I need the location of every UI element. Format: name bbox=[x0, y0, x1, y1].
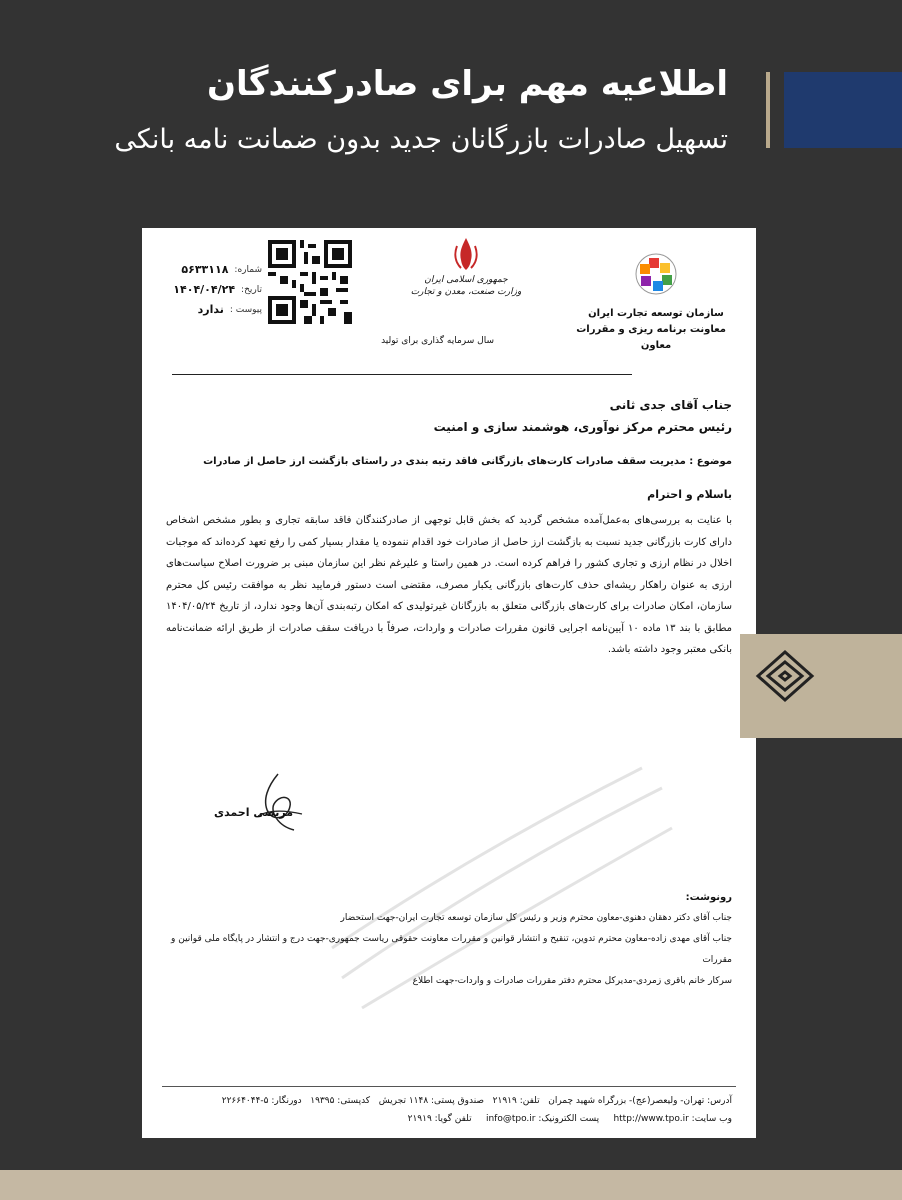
footer-po-box: صندوق پستی: ۱۱۴۸ تجریش bbox=[378, 1096, 485, 1106]
letter-document bbox=[142, 228, 756, 1138]
footer-address: آدرس: تهران- ولیعصر(عج)- بزرگراه شهید چمران bbox=[548, 1096, 732, 1106]
cc-list bbox=[166, 908, 732, 992]
letter-subject: موضوع : مدیریت سقف صادرات کارت‌های بازرگانی فاقد رتبه بندی در راستای بازگشت ارز حاصل از صادرات bbox=[203, 456, 732, 467]
footer-website[interactable]: وب سایت: http://www.tpo.ir bbox=[613, 1114, 732, 1124]
qr-code bbox=[268, 240, 352, 324]
iran-emblem-icon bbox=[451, 236, 481, 272]
signer-name: مرتضی احمدی bbox=[214, 806, 294, 819]
footer-postal-code: کدپستی: ۱۹۳۹۵ bbox=[310, 1096, 371, 1106]
footer-row bbox=[158, 1110, 732, 1128]
org-line: معاون bbox=[640, 340, 672, 351]
ministry-header bbox=[406, 236, 526, 298]
stone-association-logo-icon bbox=[750, 646, 820, 716]
meta-label: شماره: bbox=[234, 265, 262, 275]
letter-meta bbox=[152, 260, 262, 320]
header-divider bbox=[172, 374, 632, 375]
footer-phone: تلفن: ۲۱۹۱۹ bbox=[492, 1096, 540, 1106]
footer-row bbox=[158, 1092, 732, 1110]
org-line: معاونت برنامه ریزی و مقررات bbox=[576, 324, 726, 335]
banner-subtitle: تسهیل صادرات بازرگانان جدید بدون ضمانت نامه بانکی bbox=[114, 124, 728, 155]
cc-item: سرکار خانم باقری زمردی-مدیرکل محترم دفتر مقررات صادرات و واردات-جهت اطلاع bbox=[412, 976, 732, 986]
footer-email[interactable]: پست الکترونیک: info@tpo.ir bbox=[485, 1114, 600, 1124]
year-slogan: سال سرمایه گذاری برای تولید bbox=[381, 336, 494, 346]
accent-gold-bar bbox=[766, 72, 770, 148]
meta-label: پیوست : bbox=[229, 305, 262, 315]
footer-divider bbox=[162, 1086, 736, 1087]
letter-greeting: باسلام و احترام bbox=[647, 488, 732, 501]
meta-row bbox=[152, 280, 262, 300]
iran-stone-association-panel bbox=[740, 634, 902, 738]
org-line: سازمان توسعه تجارت ایران bbox=[588, 308, 724, 319]
recipient-name: جناب آقای جدی ثانی bbox=[609, 398, 732, 412]
bottom-band bbox=[0, 1170, 902, 1200]
meta-row bbox=[152, 300, 262, 320]
meta-label: تاریخ: bbox=[241, 285, 262, 295]
accent-navy-box bbox=[784, 72, 902, 148]
meta-row bbox=[152, 260, 262, 280]
ministry-line: وزارت صنعت، معدن و تجارت bbox=[410, 287, 522, 297]
org-header bbox=[576, 242, 726, 354]
faded-seal-watermark bbox=[312, 748, 692, 1048]
meta-value: ندارد bbox=[197, 303, 224, 316]
meta-value: ۱۴۰۴/۰۴/۲۴ bbox=[173, 283, 236, 296]
cc-title: رونوشت: bbox=[685, 892, 732, 903]
cc-item: جناب آقای دکتر دهقان دهنوی-معاون محترم وزیر و رئیس کل سازمان توسعه تجارت ایران-جهت استحضار bbox=[340, 913, 732, 923]
tpo-logo-icon bbox=[624, 242, 688, 306]
recipient bbox=[434, 394, 732, 438]
banner-title: اطلاعیه مهم برای صادرکنندگان bbox=[207, 64, 728, 104]
footer-voice-phone: تلفن گویا: ۲۱۹۱۹ bbox=[407, 1114, 472, 1124]
meta-value: ۵۶۳۳۱۱۸ bbox=[181, 263, 229, 276]
footer-fax: دورنگار: ۵-۲۲۶۶۴۰۴۴ bbox=[221, 1096, 302, 1106]
republic-line: جمهوری اسلامی ایران bbox=[424, 275, 508, 285]
letter-footer bbox=[158, 1092, 732, 1128]
cc-item: جناب آقای مهدی زاده-معاون محترم تدوین، تنقیح و انتشار قوانین و مقررات معاونت حقوقی ریاست جمهوری-جهت درج و انتشار در پایگاه ملی قوانین و مقررات bbox=[171, 934, 732, 965]
letter-body: با عنایت به بررسی‌های به‌عمل‌آمده مشخص گردید که بخش قابل توجهی از صادرکنندگان فاقد سابقه تجاری و بطور مشخص اشخاص دارای کارت بازرگانی جدید نسبت به بازگشت ارز حاصل از صادرات خود اقدام ننموده یا مقدار بسیار کمی را رفع تعهد کرده‌اند که موجبات اخلال در نظام ارزی و تجاری کشور را فراهم کرده است. در همین راستا و علیرغم نظر این سازمان مبنی بر ضرورت اصلاح سیاست‌های ارزی به عنوان راهکار ریشه‌ای حذف کارت‌های بازرگانی یکبار مصرف، مقتضی است دستور فرمایید نظر به موافقت رئیس کل محترم سازمان، امکان صادرات برای کارت‌های بازرگانی متعلق به بازرگانان غیرتولیدی که امکان رتبه‌بندی آن‌ها وجود ندارد، از تاریخ ۱۴۰۴/۰۵/۲۴ مطابق با بند ۱۳ ماده ۱۰ آیین‌نامه اجرایی قانون مقررات صادرات و واردات، صرفاً با دریافت سقف صادرات از طریق ارائه ضمانت‌نامه بانکی معتبر وجود داشته باشد. bbox=[166, 515, 733, 655]
recipient-title: رئیس محترم مرکز نوآوری، هوشمند سازی و امنیت bbox=[433, 420, 732, 434]
